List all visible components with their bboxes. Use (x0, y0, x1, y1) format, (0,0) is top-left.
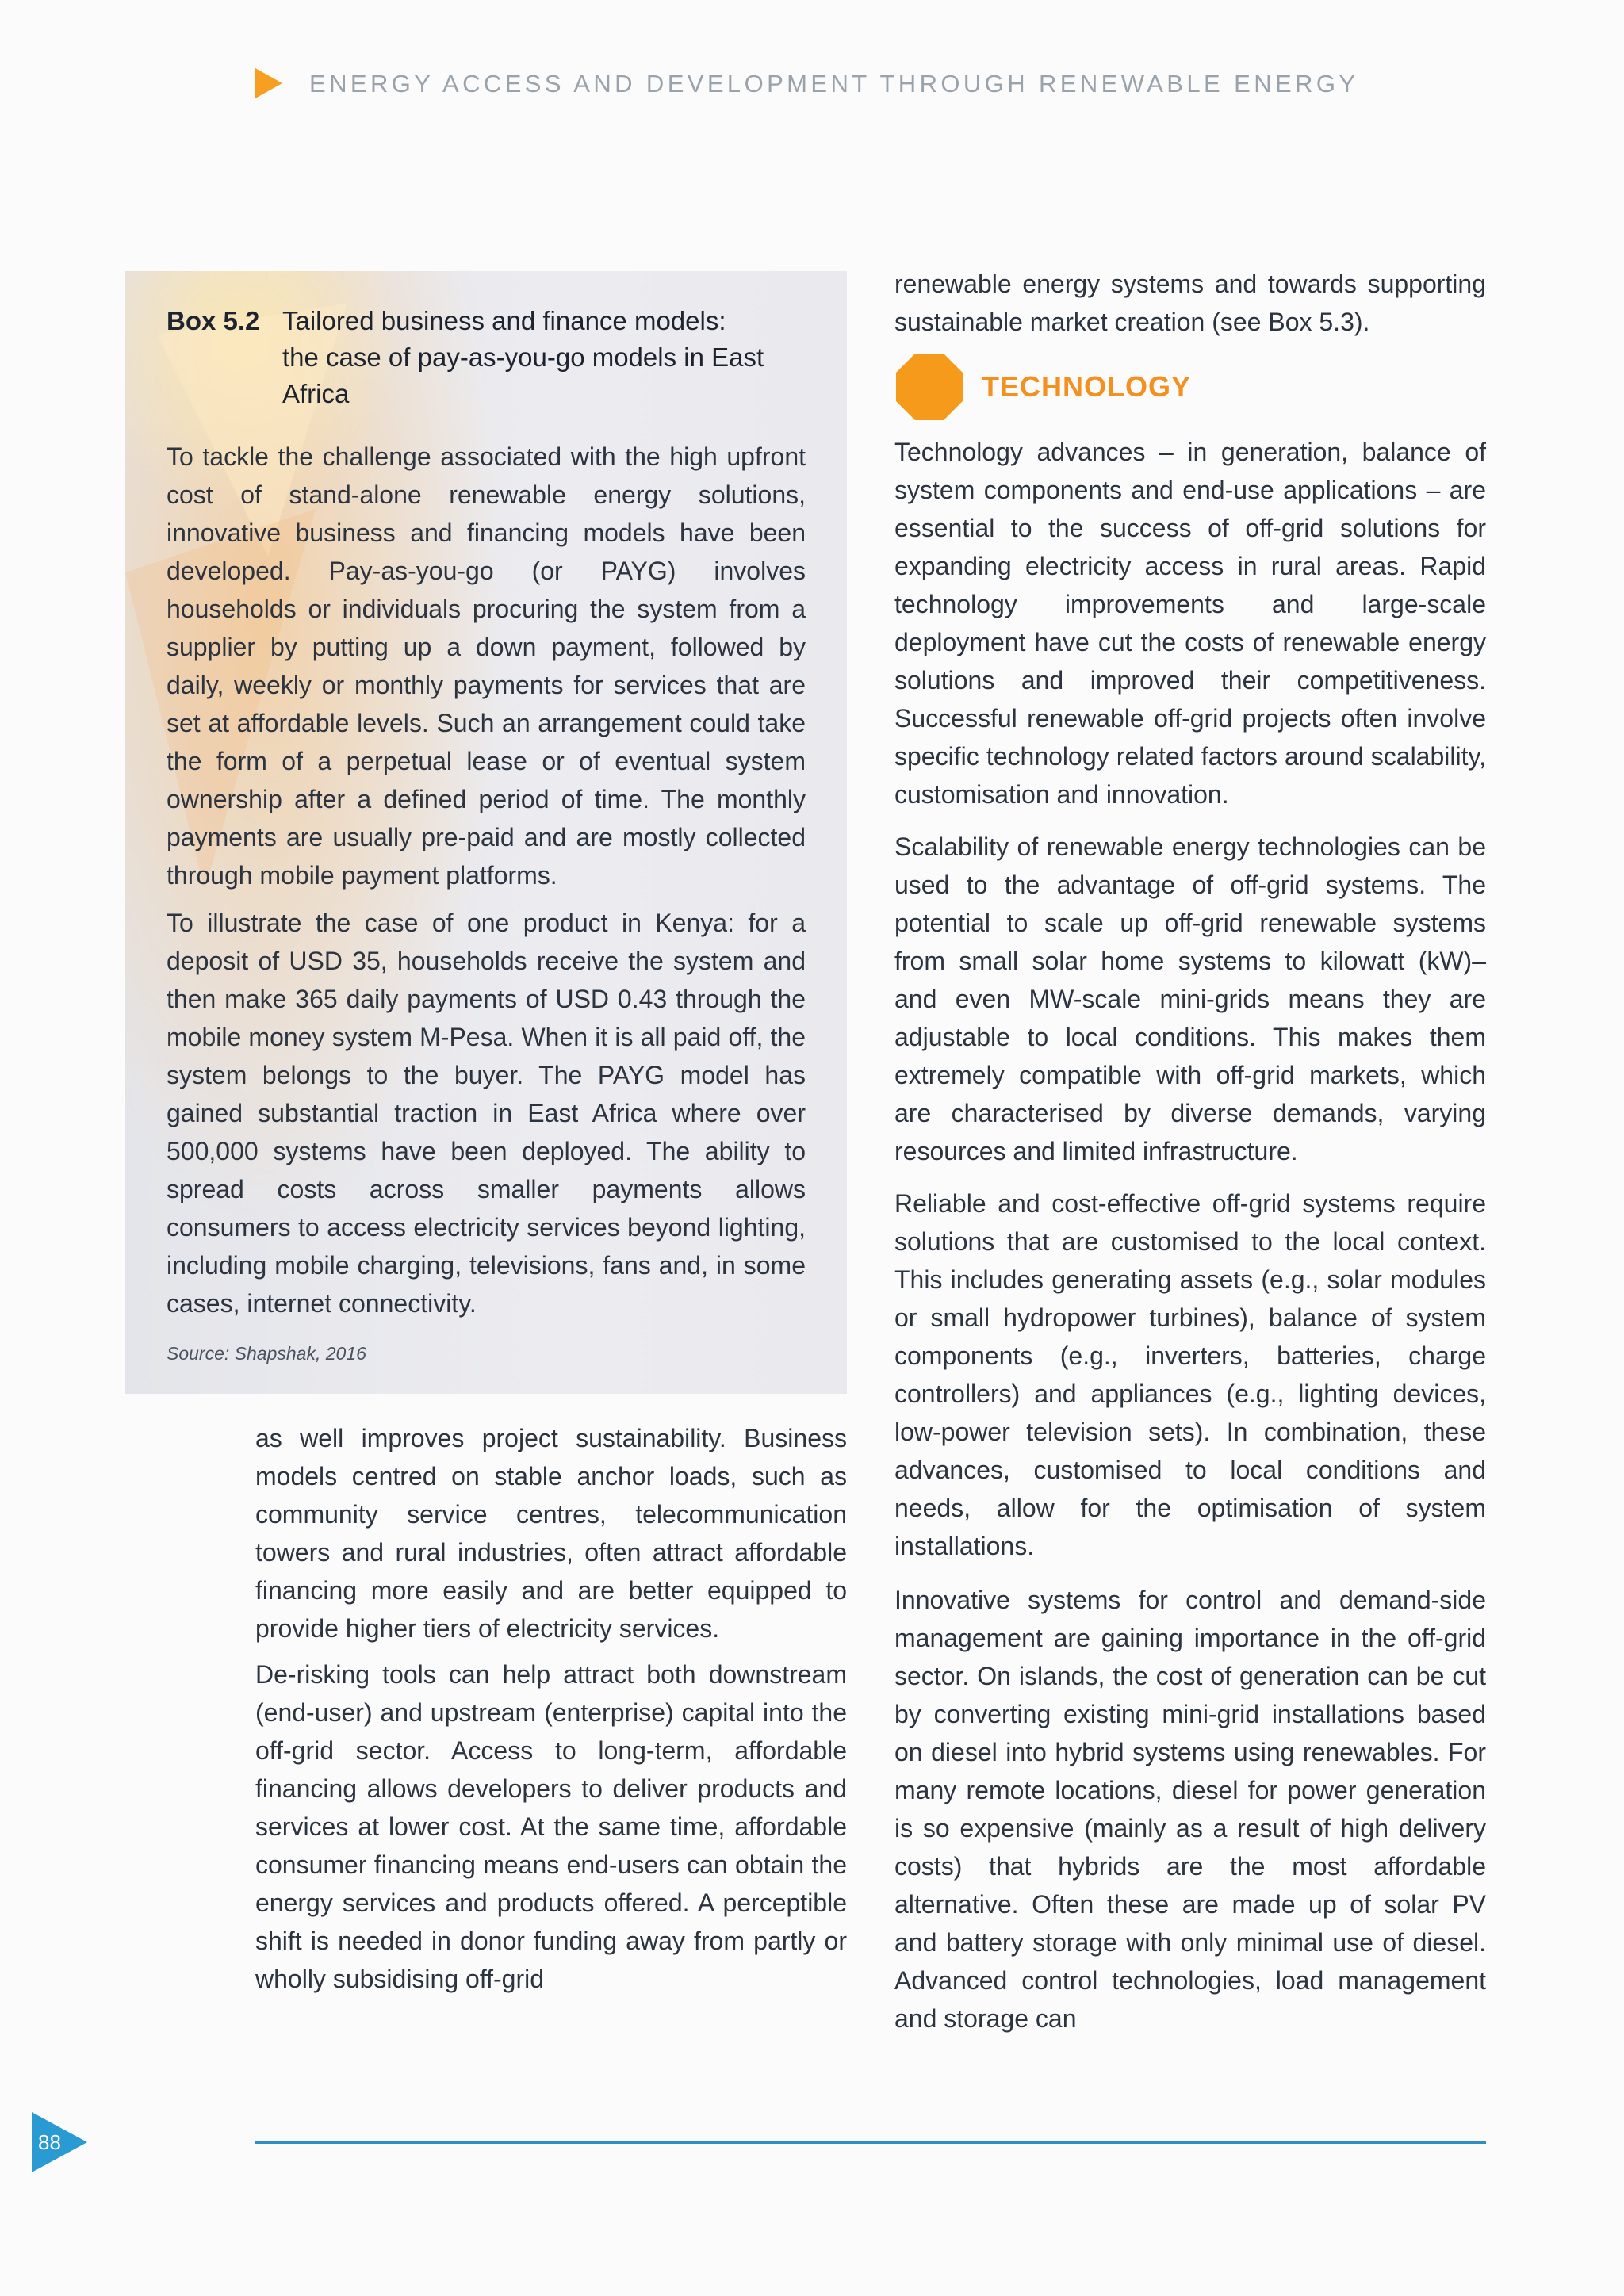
body-paragraph: Scalability of renewable energy technologies can be used to the advantage of off-grid systems. The potential to scale up off-grid renewable systems from small solar home systems to kilowatt (kW)– and even MW-scale mini-grids means they are adjustable to local conditions. This makes them extremely compatible with off-grid markets, which are characterised by diverse demands, varying resources and limited infrastructure. (894, 832, 1486, 1165)
right-column (894, 265, 1486, 2038)
body-paragraph: De-risking tools can help attract both downstream (end-user) and upstream (enterprise) capital into the off-grid sector. Access to long-term, affordable financing allows developers to deliver products and services at lower cost. At the same time, affordable consumer financing means end-users can obtain the energy services and products offered. A perceptible shift is needed in donor funding away from partly or wholly subsidising off-grid (255, 1660, 847, 1993)
page-number: 88 (38, 2130, 61, 2154)
section-heading-row (894, 349, 1486, 425)
box-content (167, 303, 806, 1364)
body-paragraph: Innovative systems for control and demand-side management are gaining importance in the off-grid sector. On islands, the cost of generation can be cut by converting existing mini-grid installations based on diesel into hybrid systems using renewables. For many remote locations, diesel for power generation is so expensive (mainly as a result of high delivery costs) that hybrids are the most affordable alternative. Often these are made up of solar PV and battery storage with only minimal use of diesel. Advanced control technologies, load management and storage can (894, 1586, 1486, 2033)
body-paragraph: Reliable and cost-effective off-grid systems require solutions that are customised to the local context. This includes generating assets (e.g., solar modules or small hydropower turbines), balance of system components (e.g., inverters, batteries, charge controllers) and appliances (e.g., lighting devices, low-power television sets). In combination, these advances, customised to local conditions and needs, allow for the optimisation of system installations. (894, 1189, 1486, 1560)
page-header (0, 0, 1624, 166)
box-5-2 (125, 271, 847, 1394)
box-paragraph: To illustrate the case of one product in Kenya: for a deposit of USD 35, households receive the system and then make 365 daily payments of USD 0.43 through the mobile money system M-Pesa. When it is all paid off, the system belongs to the buyer. The PAYG model has gained substantial traction in East Africa where over 500,000 systems have been deployed. The ability to spread costs across smaller payments allows consumers to access electricity services beyond lighting, including mobile charging, televisions, fans and, in some cases, internet connectivity. (167, 909, 806, 1318)
box-source: Source: Shapshak, 2016 (167, 1343, 366, 1364)
section-heading: TECHNOLOGY (982, 370, 1192, 403)
box-title-line: Tailored business and finance models: (282, 306, 726, 335)
box-title-line: the case of pay-as-you-go models in East (282, 342, 764, 372)
box-heading (167, 303, 806, 412)
running-header-title: ENERGY ACCESS AND DEVELOPMENT THROUGH RENEWABLE ENERGY (309, 70, 1359, 98)
body-paragraph: as well improves project sustainability. Business models centred on stable anchor loads, such as community service centres, telecommunication towers and rural industries, often attract affordable financing more easily and are better equipped to provide higher tiers of electricity services. (255, 1424, 847, 1643)
footer-rule (255, 2141, 1486, 2144)
box-title-line: Africa (282, 379, 350, 408)
left-column (255, 1419, 847, 1998)
box-number: Box 5.2 (167, 306, 260, 335)
box-paragraph: To tackle the challenge associated with the high upfront cost of stand-alone renewable energy solutions, innovative business and financing models have been developed. Pay-as-you-go (or PAYG) involves households or individuals procuring the system from a supplier by putting up a down payment, followed by daily, weekly or monthly payments for services that are set at affordable levels. Such an arrangement could take the form of a perpetual lease or of eventual system ownership after a defined period of time. The monthly payments are usually pre-paid and are mostly collected through mobile payment platforms. (167, 442, 806, 890)
octagon-icon (894, 352, 964, 422)
box-title (282, 303, 790, 412)
body-paragraph: Technology advances – in generation, balance of system components and end-use applications – are essential to the success of off-grid solutions for expanding electricity access in rural areas. Rapid technology improvements and large-scale deployment have cut the costs of renewable energy solutions and improved their competitiveness. Successful renewable off-grid projects often involve specific technology related factors around scalability, customisation and innovation. (894, 438, 1486, 809)
body-paragraph: renewable energy systems and towards supporting sustainable market creation (see Box 5.3). (894, 270, 1486, 336)
triangle-arrow-icon (255, 68, 282, 98)
